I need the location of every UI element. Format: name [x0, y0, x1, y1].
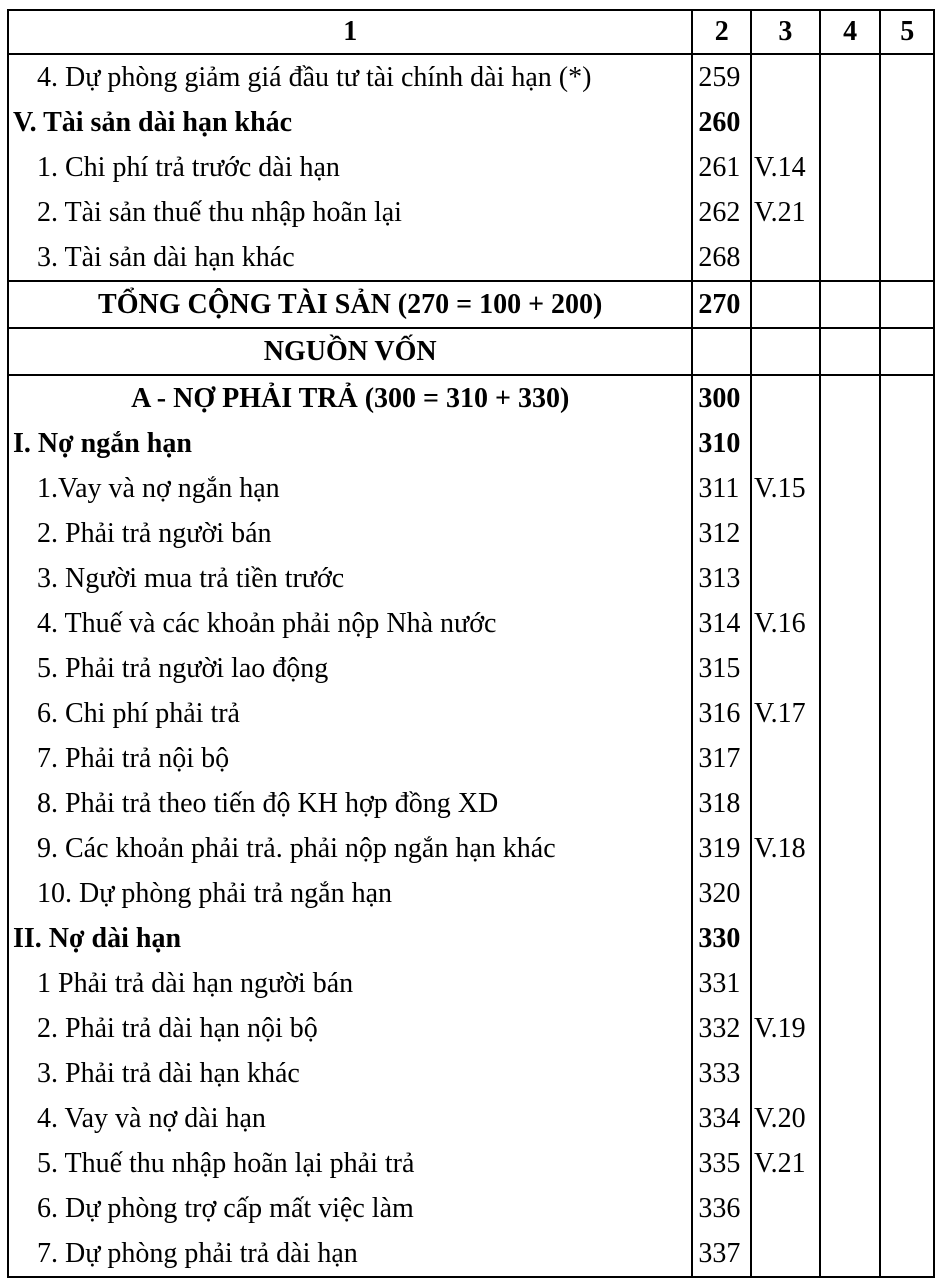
row-note	[751, 556, 820, 601]
row-col-5	[880, 646, 934, 691]
row-name: NGUỒN VỐN	[8, 328, 692, 375]
row-code: 310	[692, 421, 751, 466]
row-name: 5. Thuế thu nhập hoãn lại phải trả	[8, 1141, 692, 1186]
table-row	[8, 961, 934, 1006]
table-header	[8, 10, 934, 54]
table-row	[8, 511, 934, 556]
row-col-5	[880, 281, 934, 328]
row-note	[751, 328, 820, 375]
table-row	[8, 1186, 934, 1231]
table-row	[8, 916, 934, 961]
table-row	[8, 328, 934, 375]
row-col-5	[880, 1231, 934, 1277]
row-col-4	[820, 190, 881, 235]
row-note	[751, 1051, 820, 1096]
row-col-5	[880, 871, 934, 916]
row-code: 337	[692, 1231, 751, 1277]
row-name: 1.Vay và nợ ngắn hạn	[8, 466, 692, 511]
header-col-3: 3	[751, 10, 820, 54]
row-name: 4. Vay và nợ dài hạn	[8, 1096, 692, 1141]
row-name: 3. Phải trả dài hạn khác	[8, 1051, 692, 1096]
row-col-5	[880, 556, 934, 601]
table-row	[8, 466, 934, 511]
row-note	[751, 235, 820, 281]
table-row	[8, 1096, 934, 1141]
table-row	[8, 556, 934, 601]
row-note	[751, 1186, 820, 1231]
row-col-4	[820, 375, 881, 421]
balance-sheet-table	[7, 9, 935, 1278]
row-col-4	[820, 100, 881, 145]
row-name: 8. Phải trả theo tiến độ KH hợp đồng XD	[8, 781, 692, 826]
row-code: 317	[692, 736, 751, 781]
row-name: 6. Dự phòng trợ cấp mất việc làm	[8, 1186, 692, 1231]
row-note	[751, 736, 820, 781]
row-col-5	[880, 961, 934, 1006]
table-row	[8, 100, 934, 145]
row-code: 331	[692, 961, 751, 1006]
row-col-4	[820, 145, 881, 190]
row-col-4	[820, 511, 881, 556]
table-row	[8, 601, 934, 646]
row-col-5	[880, 421, 934, 466]
row-code: 300	[692, 375, 751, 421]
row-name: I. Nợ ngắn hạn	[8, 421, 692, 466]
table-row	[8, 1051, 934, 1096]
row-note	[751, 54, 820, 100]
row-code: 262	[692, 190, 751, 235]
table-row	[8, 736, 934, 781]
row-note	[751, 511, 820, 556]
row-col-5	[880, 601, 934, 646]
row-col-5	[880, 190, 934, 235]
row-note	[751, 961, 820, 1006]
row-name: TỔNG CỘNG TÀI SẢN (270 = 100 + 200)	[8, 281, 692, 328]
row-col-5	[880, 781, 934, 826]
row-col-4	[820, 328, 881, 375]
row-col-4	[820, 466, 881, 511]
row-name: A - NỢ PHẢI TRẢ (300 = 310 + 330)	[8, 375, 692, 421]
table-row	[8, 646, 934, 691]
row-code: 270	[692, 281, 751, 328]
row-col-5	[880, 1051, 934, 1096]
row-note	[751, 375, 820, 421]
row-col-4	[820, 736, 881, 781]
row-note: V.16	[751, 601, 820, 646]
table-row	[8, 375, 934, 421]
table-row	[8, 235, 934, 281]
table-row	[8, 1231, 934, 1277]
row-note: V.19	[751, 1006, 820, 1051]
row-col-5	[880, 1006, 934, 1051]
row-name: 6. Chi phí phải trả	[8, 691, 692, 736]
row-note	[751, 871, 820, 916]
row-code: 312	[692, 511, 751, 556]
table-row	[8, 1006, 934, 1051]
row-col-5	[880, 736, 934, 781]
table-row	[8, 421, 934, 466]
row-col-4	[820, 961, 881, 1006]
row-col-4	[820, 601, 881, 646]
row-note	[751, 646, 820, 691]
row-col-4	[820, 781, 881, 826]
row-name: 1 Phải trả dài hạn người bán	[8, 961, 692, 1006]
row-name: 4. Dự phòng giảm giá đầu tư tài chính dài hạn (*)	[8, 54, 692, 100]
row-name: 3. Người mua trả tiền trước	[8, 556, 692, 601]
row-code: 320	[692, 871, 751, 916]
table-row	[8, 691, 934, 736]
row-col-5	[880, 466, 934, 511]
row-code: 259	[692, 54, 751, 100]
row-col-4	[820, 871, 881, 916]
row-col-4	[820, 1186, 881, 1231]
row-name: V. Tài sản dài hạn khác	[8, 100, 692, 145]
row-col-5	[880, 1096, 934, 1141]
table-body	[8, 54, 934, 1277]
row-col-5	[880, 916, 934, 961]
row-name: 2. Tài sản thuế thu nhập hoãn lại	[8, 190, 692, 235]
table-row	[8, 281, 934, 328]
row-note: V.20	[751, 1096, 820, 1141]
row-code: 335	[692, 1141, 751, 1186]
row-name: 3. Tài sản dài hạn khác	[8, 235, 692, 281]
row-note	[751, 421, 820, 466]
row-note	[751, 1231, 820, 1277]
table-row	[8, 781, 934, 826]
table-row	[8, 145, 934, 190]
row-note	[751, 100, 820, 145]
row-col-4	[820, 1141, 881, 1186]
row-name: 2. Phải trả dài hạn nội bộ	[8, 1006, 692, 1051]
row-col-5	[880, 826, 934, 871]
header-col-2: 2	[692, 10, 751, 54]
row-col-5	[880, 691, 934, 736]
row-note	[751, 781, 820, 826]
row-code	[692, 328, 751, 375]
row-col-5	[880, 328, 934, 375]
header-col-1: 1	[8, 10, 692, 54]
row-code: 315	[692, 646, 751, 691]
row-col-5	[880, 100, 934, 145]
row-col-4	[820, 826, 881, 871]
table-row	[8, 1141, 934, 1186]
row-code: 313	[692, 556, 751, 601]
header-col-5: 5	[880, 10, 934, 54]
table-row	[8, 54, 934, 100]
header-col-4: 4	[820, 10, 881, 54]
row-name: 10. Dự phòng phải trả ngắn hạn	[8, 871, 692, 916]
row-code: 260	[692, 100, 751, 145]
row-code: 330	[692, 916, 751, 961]
row-code: 318	[692, 781, 751, 826]
row-code: 333	[692, 1051, 751, 1096]
row-code: 311	[692, 466, 751, 511]
header-row	[8, 10, 934, 54]
table-row	[8, 190, 934, 235]
row-code: 319	[692, 826, 751, 871]
row-code: 261	[692, 145, 751, 190]
row-col-4	[820, 1096, 881, 1141]
row-note: V.15	[751, 466, 820, 511]
row-col-4	[820, 646, 881, 691]
row-code: 336	[692, 1186, 751, 1231]
row-name: 7. Phải trả nội bộ	[8, 736, 692, 781]
row-name: 4. Thuế và các khoản phải nộp Nhà nước	[8, 601, 692, 646]
row-code: 334	[692, 1096, 751, 1141]
row-name: 2. Phải trả người bán	[8, 511, 692, 556]
row-col-4	[820, 916, 881, 961]
row-note	[751, 281, 820, 328]
row-name: II. Nợ dài hạn	[8, 916, 692, 961]
row-col-4	[820, 691, 881, 736]
row-code: 314	[692, 601, 751, 646]
row-note	[751, 916, 820, 961]
row-col-4	[820, 1231, 881, 1277]
row-col-5	[880, 511, 934, 556]
row-name: 5. Phải trả người lao động	[8, 646, 692, 691]
row-col-4	[820, 1051, 881, 1096]
row-code: 268	[692, 235, 751, 281]
row-col-4	[820, 1006, 881, 1051]
row-name: 1. Chi phí trả trước dài hạn	[8, 145, 692, 190]
row-col-4	[820, 54, 881, 100]
row-code: 316	[692, 691, 751, 736]
row-note: V.21	[751, 190, 820, 235]
row-col-5	[880, 1141, 934, 1186]
row-note: V.14	[751, 145, 820, 190]
row-col-4	[820, 281, 881, 328]
table-row	[8, 871, 934, 916]
row-note: V.17	[751, 691, 820, 736]
row-col-4	[820, 421, 881, 466]
row-col-5	[880, 145, 934, 190]
table-row	[8, 826, 934, 871]
row-col-5	[880, 375, 934, 421]
row-col-5	[880, 235, 934, 281]
row-name: 7. Dự phòng phải trả dài hạn	[8, 1231, 692, 1277]
row-col-4	[820, 556, 881, 601]
row-col-5	[880, 54, 934, 100]
row-name: 9. Các khoản phải trả. phải nộp ngắn hạn khác	[8, 826, 692, 871]
row-col-5	[880, 1186, 934, 1231]
row-col-4	[820, 235, 881, 281]
row-code: 332	[692, 1006, 751, 1051]
row-note: V.21	[751, 1141, 820, 1186]
row-note: V.18	[751, 826, 820, 871]
